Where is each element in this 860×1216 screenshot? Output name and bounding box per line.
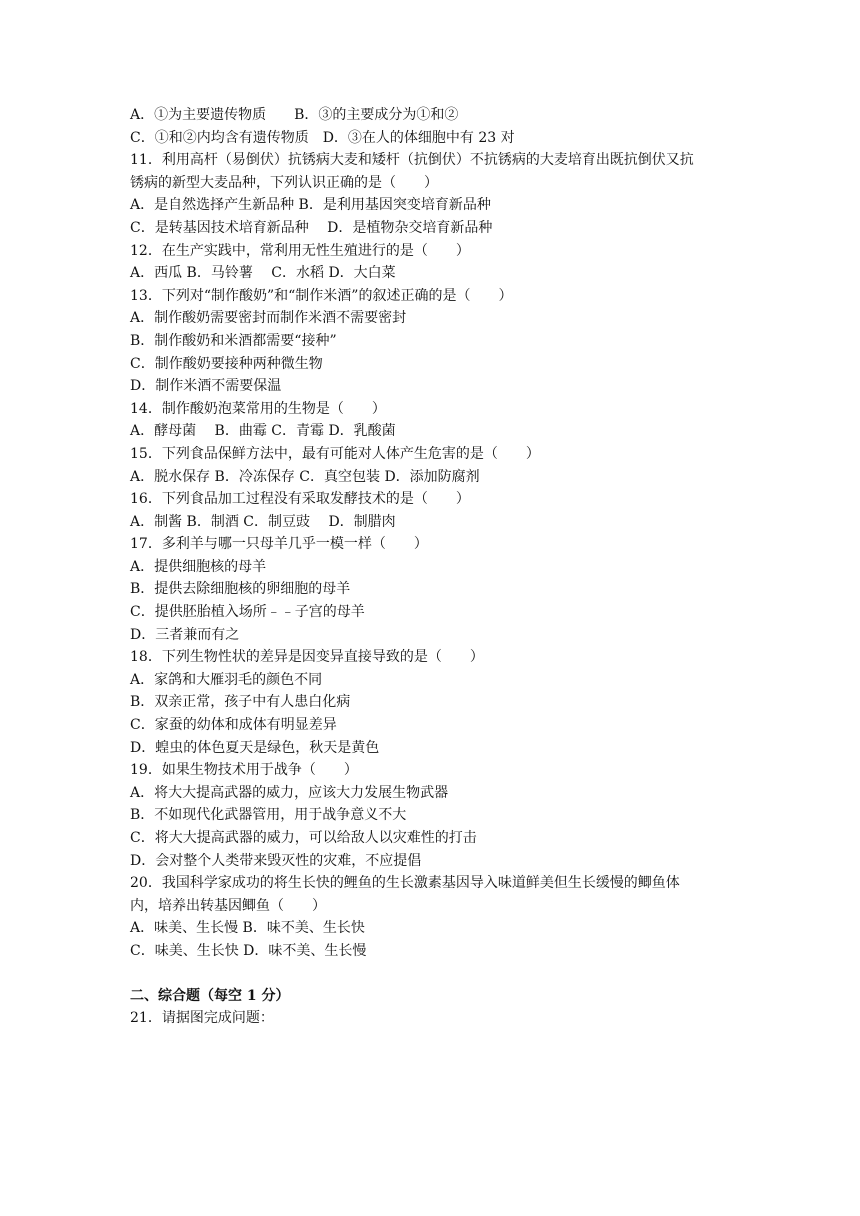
option-line: A．制作酸奶需要密封而制作米酒不需要密封 — [130, 310, 407, 327]
option-line: A．西瓜 B．马铃薯 C．水稻 D．大白菜 — [130, 265, 396, 282]
option-line: B．不如现代化武器管用，用于战争意义不大 — [130, 807, 407, 824]
option-line: C．将大大提高武器的威力，可以给敌人以灾难性的打击 — [130, 830, 477, 846]
question-20-stem: 20．我国科学家成功的将生长快的鲤鱼的生长激素基因导入味道鲜美但生长缓慢的鲫鱼体 — [130, 875, 680, 892]
option-line: A．制酱 B．制酒 C．制豆豉 D．制腊肉 — [130, 513, 396, 530]
option-line: C．提供胚胎植入场所﹣﹣子宫的母羊 — [130, 604, 365, 621]
question-17-stem: 17．多利羊与哪一只母羊几乎一模一样（ ） — [130, 536, 428, 553]
section-spacer — [130, 963, 750, 985]
text-line: C．①和②内均含有遗传物质 D．③在人的体细胞中有 23 对 — [130, 129, 515, 146]
option-line: C．家蚕的幼体和成体有明显差异 — [130, 717, 337, 734]
option-line: A．味美、生长慢 B．味不美、生长快 — [130, 920, 365, 937]
question-12-stem: 12．在生产实践中，常利用无性生殖进行的是（ ） — [130, 242, 470, 259]
option-line: D．蝗虫的体色夏天是绿色，秋天是黄色 — [130, 739, 380, 756]
option-line: D．会对整个人类带来毁灭性的灾难，不应提倡 — [130, 852, 422, 869]
option-line: A．家鸽和大雁羽毛的颜色不同 — [130, 671, 323, 688]
question-11-stem-cont: 锈病的新型大麦品种，下列认识正确的是（ ） — [130, 174, 438, 191]
question-18-stem: 18．下列生物性状的差异是因变异直接导致的是（ ） — [130, 649, 484, 666]
option-line: B．提供去除细胞核的卵细胞的母羊 — [130, 581, 351, 598]
question-21-stem: 21．请据图完成问题： — [130, 1010, 274, 1027]
option-line: D．制作米酒不需要保温 — [130, 378, 282, 395]
option-line: C．制作酸奶要接种两种微生物 — [130, 355, 323, 372]
option-line: A．将大大提高武器的威力，应该大力发展生物武器 — [130, 784, 449, 801]
option-line: A．脱水保存 B．冷冻保存 C．真空包装 D．添加防腐剂 — [130, 468, 480, 485]
option-line: C．是转基因技术培育新品种 D．是植物杂交培育新品种 — [130, 219, 493, 236]
document-page — [130, 104, 750, 1030]
question-15-stem: 15．下列食品保鲜方法中，最有可能对人体产生危害的是（ ） — [130, 445, 540, 462]
option-line: A．是自然选择产生新品种 B．是利用基因突变培育新品种 — [130, 197, 491, 214]
text-line: A．①为主要遗传物质 B．③的主要成分为①和② — [130, 107, 459, 123]
question-16-stem: 16．下列食品加工过程没有采取发酵技术的是（ ） — [130, 491, 470, 508]
option-line: A．提供细胞核的母羊 — [130, 558, 267, 575]
section-2-title: 二、综合题（每空 1 分） — [130, 987, 290, 1004]
option-line: B．双亲正常，孩子中有人患白化病 — [130, 694, 351, 711]
option-line: A．酵母菌 B．曲霉 C．青霉 D．乳酸菌 — [130, 423, 396, 440]
question-19-stem: 19．如果生物技术用于战争（ ） — [130, 762, 358, 779]
question-13-stem: 13．下列对“制作酸奶”和“制作米酒”的叙述正确的是（ ） — [130, 287, 513, 304]
question-11-stem: 11．利用高杆（易倒伏）抗锈病大麦和矮杆（抗倒伏）不抗锈病的大麦培育出既抗倒伏又抗 — [130, 152, 694, 169]
option-line: C．味美、生长快 D．味不美、生长慢 — [130, 942, 367, 959]
option-line: D．三者兼而有之 — [130, 626, 240, 643]
question-20-stem-cont: 内，培养出转基因鲫鱼（ ） — [130, 897, 326, 914]
option-line: B．制作酸奶和米酒都需要“接种” — [130, 332, 337, 349]
question-14-stem: 14．制作酸奶泡菜常用的生物是（ ） — [130, 400, 386, 417]
